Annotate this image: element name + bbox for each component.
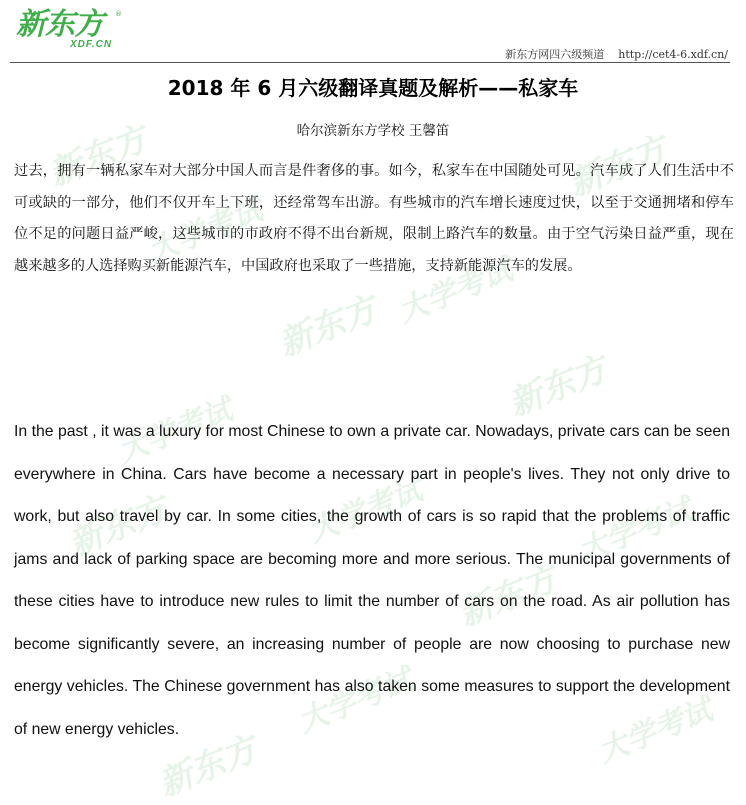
watermark-brand: 新东方: [62, 489, 173, 565]
watermark-exam: 大学考试: [302, 472, 428, 550]
xdf-logo: [16, 8, 126, 52]
watermark-exam: 大学考试: [572, 492, 698, 570]
author-line: 哈尔滨新东方学校 王馨笛: [296, 123, 450, 139]
watermark-exam: 大学考试: [392, 252, 518, 330]
logo-english-text: XDF.CN: [70, 39, 113, 50]
watermark-exam: 大学考试: [112, 392, 238, 470]
site-name: 新东方网四六级频道: [505, 48, 605, 61]
watermark-brand: 新东方: [502, 349, 613, 425]
watermark-brand: 新东方: [272, 289, 383, 365]
logo-chinese-text: 新东方: [16, 7, 103, 42]
page-title: 2018 年 6 月六级翻译真题及解析——私家车: [167, 76, 579, 100]
watermark-brand: 新东方: [42, 119, 153, 195]
header-divider: [10, 62, 730, 63]
watermark-exam: 大学考试: [592, 692, 718, 770]
chinese-source-paragraph: 过去，拥有一辆私家车对大部分中国人而言是件奢侈的事。如今，私家车在中国随处可见。汽车成了人们生活中不可或缺的一部分，他们不仅开车上下班，还经常驾车出游。有些城市的汽车增长速度过快，以至于交通拥堵和停车位不足的问题日益严峻，这些城市的市政府不得不出台新规，限制上路汽车的数量。由于空气污染日益严重，现在越来越多的人选择购买新能源汽车，中国政府也采取了一些措施，支持新能源汽车的发展。: [14, 163, 734, 274]
site-header-info: [505, 46, 728, 62]
watermark-brand: 新东方: [562, 129, 673, 205]
watermark-brand: 新东方: [452, 559, 563, 635]
english-translation-paragraph: In the past , it was a luxury for most Chinese to own a private car. Nowadays, private cars can be seen everywhere in China. Cars have become a necessary part in people's lives. They not only drive to work, but also travel by car. In some cities, the growth of cars is so rapid that the problems of traffic jams and lack of parking space are becoming more and more serious. The municipal governments of these cities have to introduce new rules to limit the number of cars on the road. As air pollution has become significantly severe, an increasing number of people are now choosing to purchase new energy vehicles. The Chinese government has also taken some measures to support the development of new energy vehicles.: [14, 423, 730, 738]
site-url-link[interactable]: http://cet4-6.xdf.cn/: [618, 48, 728, 61]
watermark-exam: 大学考试: [142, 192, 268, 270]
watermark-exam: 大学考试: [292, 662, 418, 740]
watermark-brand: 新东方: [152, 729, 263, 805]
logo-registered-mark: ®: [115, 10, 122, 18]
